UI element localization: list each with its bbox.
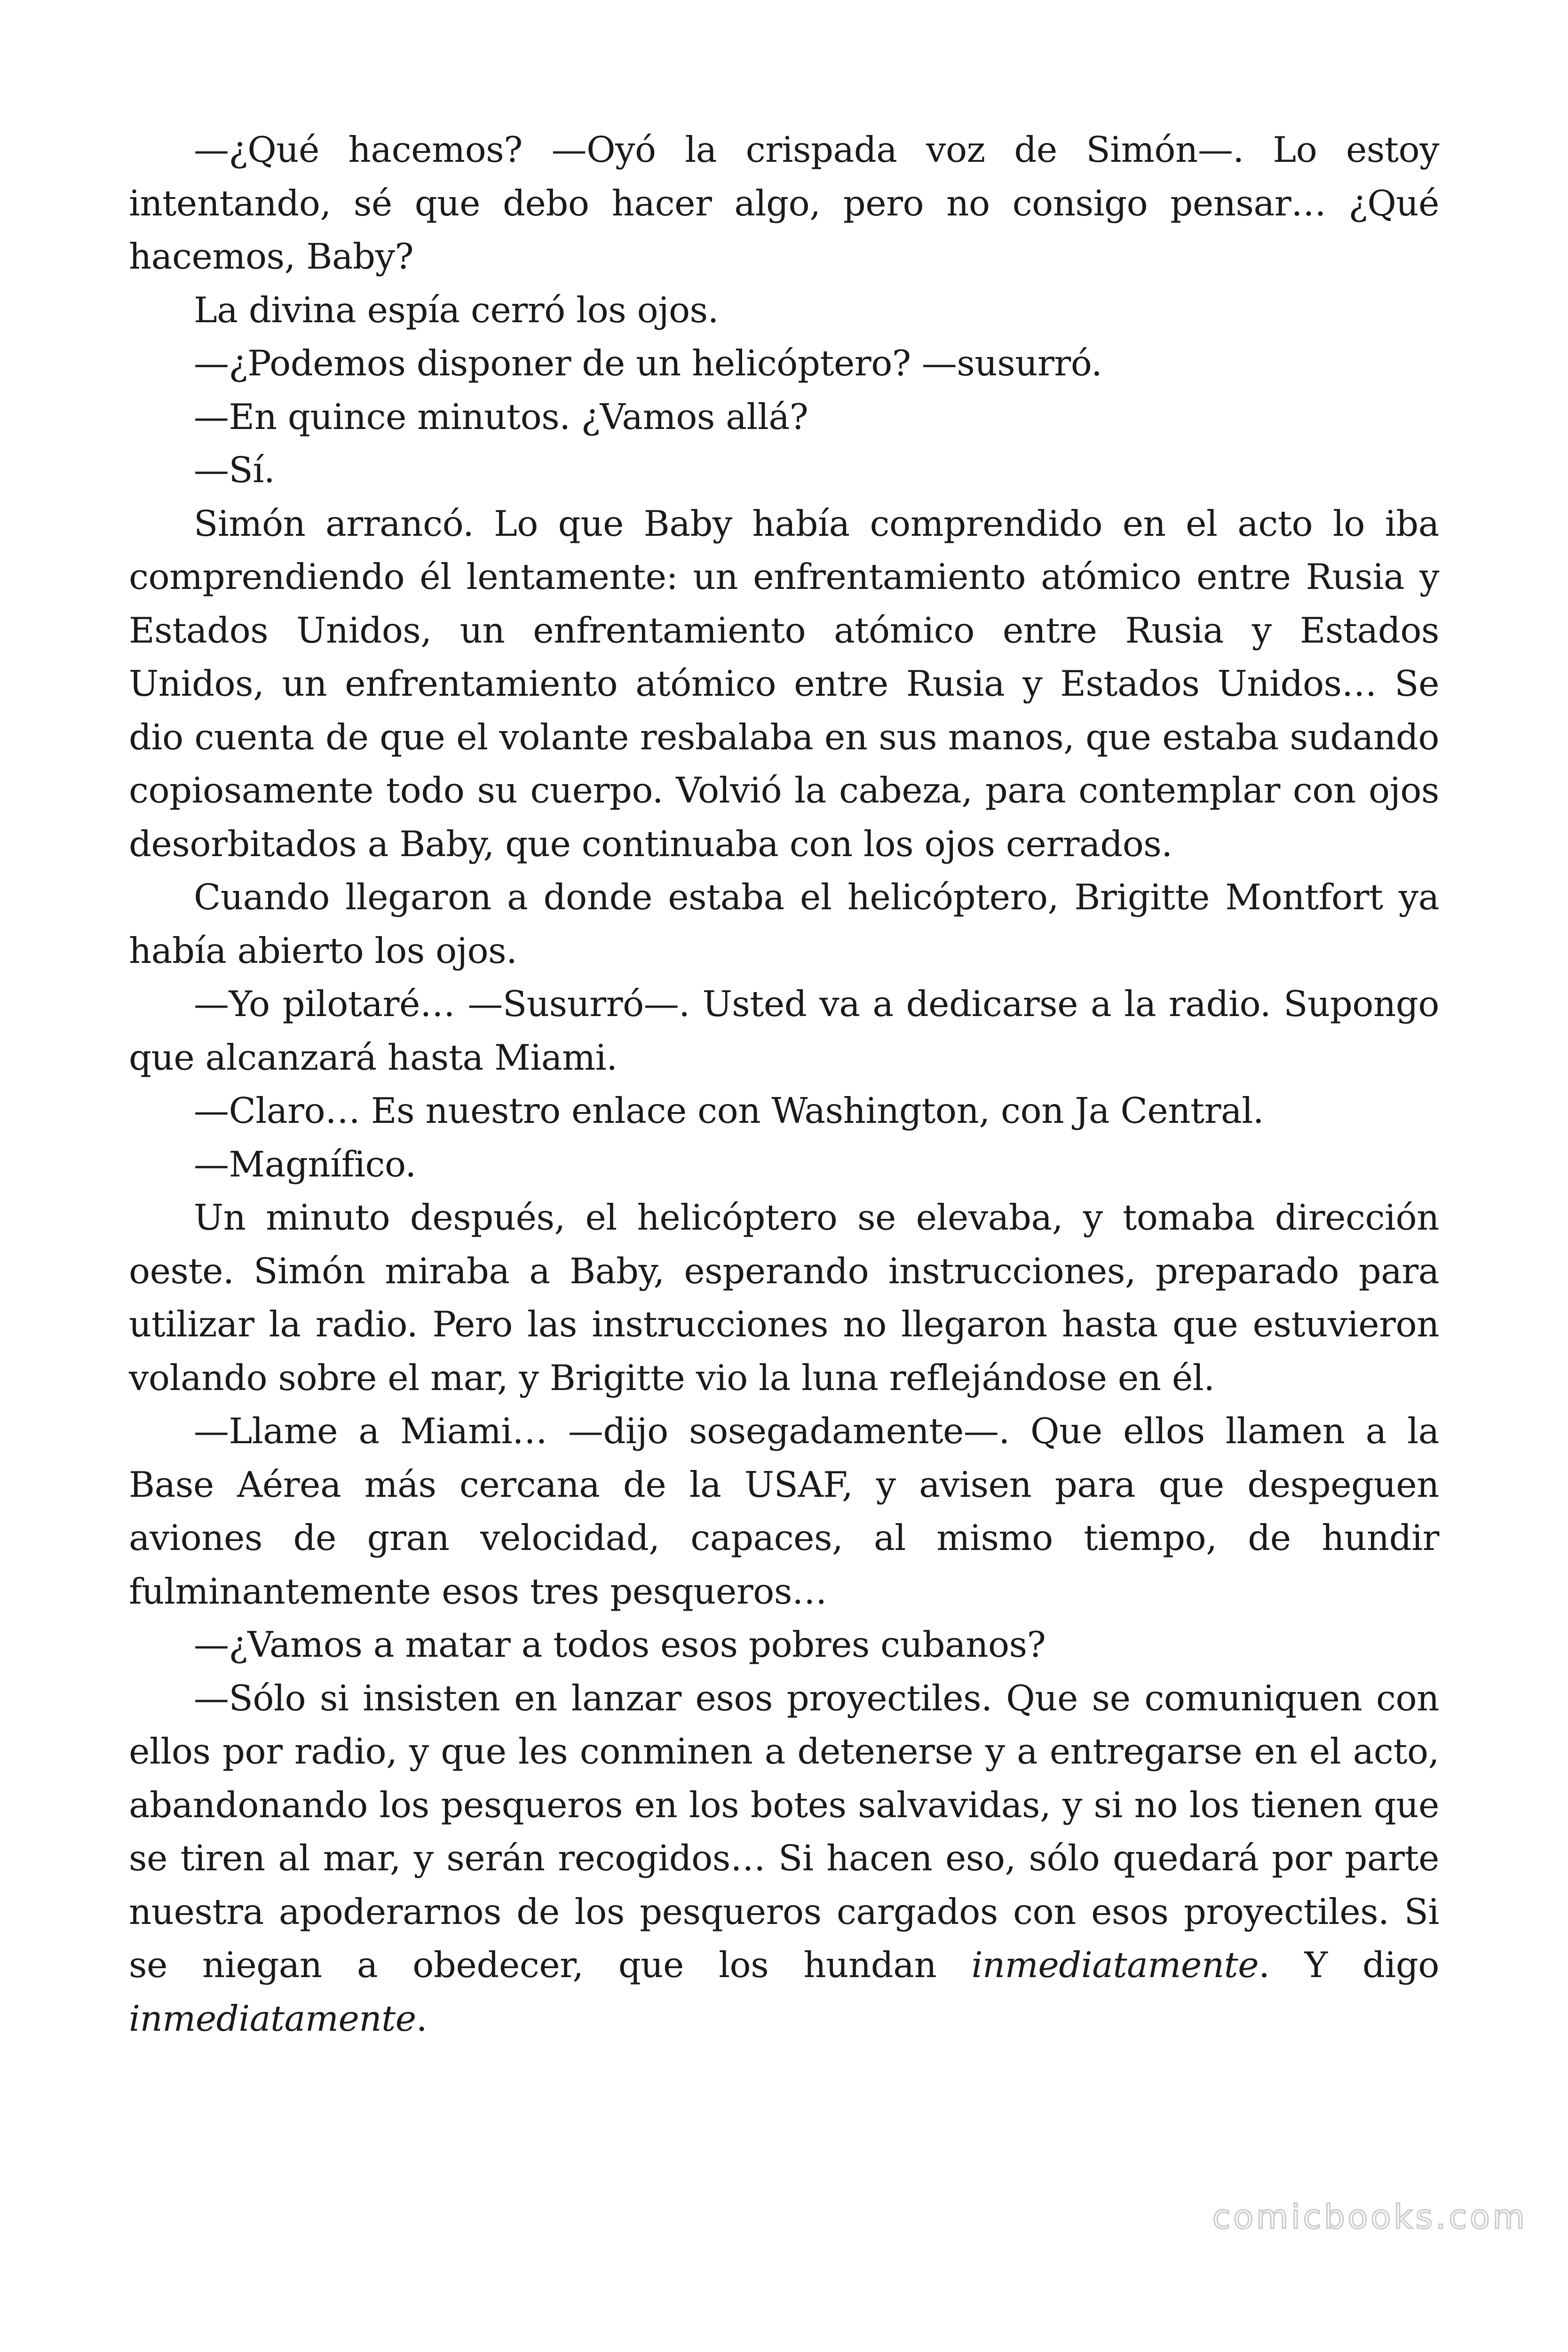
paragraph-5: —Sí. [194, 449, 275, 491]
paragraph-14 [129, 1672, 1439, 2046]
paragraph-11: Un minuto después, el helicóptero se elevaba, y tomaba dirección oeste. Simón miraba a Baby, esperando instrucciones, preparado para utilizar la radio. Pero las instrucciones no llegaron hasta que estuvieron volando sobre el mar, y Brigitte vio la luna reflejándose en él. [129, 1197, 1439, 1398]
paragraph-14-emphasis-2: inmediatamente [129, 1997, 416, 2039]
paragraph-4: —En quince minutos. ¿Vamos allá? [194, 396, 808, 437]
paragraph-12: —Llame a Miami… —dijo sosegadamente—. Que ellos llamen a la Base Aérea más cercana de la USAF, y avisen para que despeguen aviones de gran velocidad, capaces, al mismo tiempo, de hundir fulminantemente esos tres pesqueros… [129, 1410, 1439, 1612]
paragraph-3: —¿Podemos disponer de un helicóptero? —susurró. [194, 342, 1102, 384]
paragraph-7: Cuando llegaron a donde estaba el helicóptero, Brigitte Montfort ya había abierto los ojos. [129, 876, 1439, 971]
paragraph-13: —¿Vamos a matar a todos esos pobres cubanos? [194, 1624, 1046, 1665]
paragraph-14-emphasis-1: inmediatamente [971, 1944, 1259, 1986]
paragraph-14-part-2: . Y digo [1259, 1944, 1439, 1986]
body-text [129, 123, 1439, 2045]
paragraph-2: La divina espía cerró los ojos. [194, 289, 719, 331]
watermark: comicbooks.com [1212, 2198, 1528, 2236]
paragraph-9: —Claro… Es nuestro enlace con Washington, con Ja Central. [194, 1090, 1264, 1131]
paragraph-10: —Magnífico. [194, 1143, 416, 1185]
paragraph-8: —Yo pilotaré… —Susurró—. Usted va a dedicarse a la radio. Supongo que alcanzará hasta Miami. [129, 983, 1439, 1078]
paragraph-14-part-1: —Sólo si insisten en lanzar esos proyectiles. Que se comuniquen con ellos por radio, y que les conminen a detenerse y a entregarse en el acto, abandonando los pesqueros en los botes salvavidas, y si no los tienen que se tiren al mar, y serán recogidos… Si hacen eso, sólo quedará por parte nuestra apoderarnos de los pesqueros cargados con esos proyectiles. Si se niegan a obedecer, que los hundan [129, 1677, 1439, 1986]
paragraph-14-part-3: . [416, 1997, 428, 2039]
paragraph-1: —¿Qué hacemos? —Oyó la crispada voz de Simón—. Lo estoy intentando, sé que debo hacer algo, pero no consigo pensar… ¿Qué hacemos, Baby? [129, 129, 1439, 277]
paragraph-6: Simón arrancó. Lo que Baby había comprendido en el acto lo iba comprendiendo él lentamente: un enfrentamiento atómico entre Rusia y Estados Unidos, un enfrentamiento atómico entre Rusia y Estados Unidos, un enfrentamiento atómico entre Rusia y Estados Unidos… Se dio cuenta de que el volante resbalaba en sus manos, que estaba sudando copiosamente todo su cuerpo. Volvió la cabeza, para contemplar con ojos desorbitados a Baby, que continuaba con los ojos cerrados. [129, 502, 1439, 865]
